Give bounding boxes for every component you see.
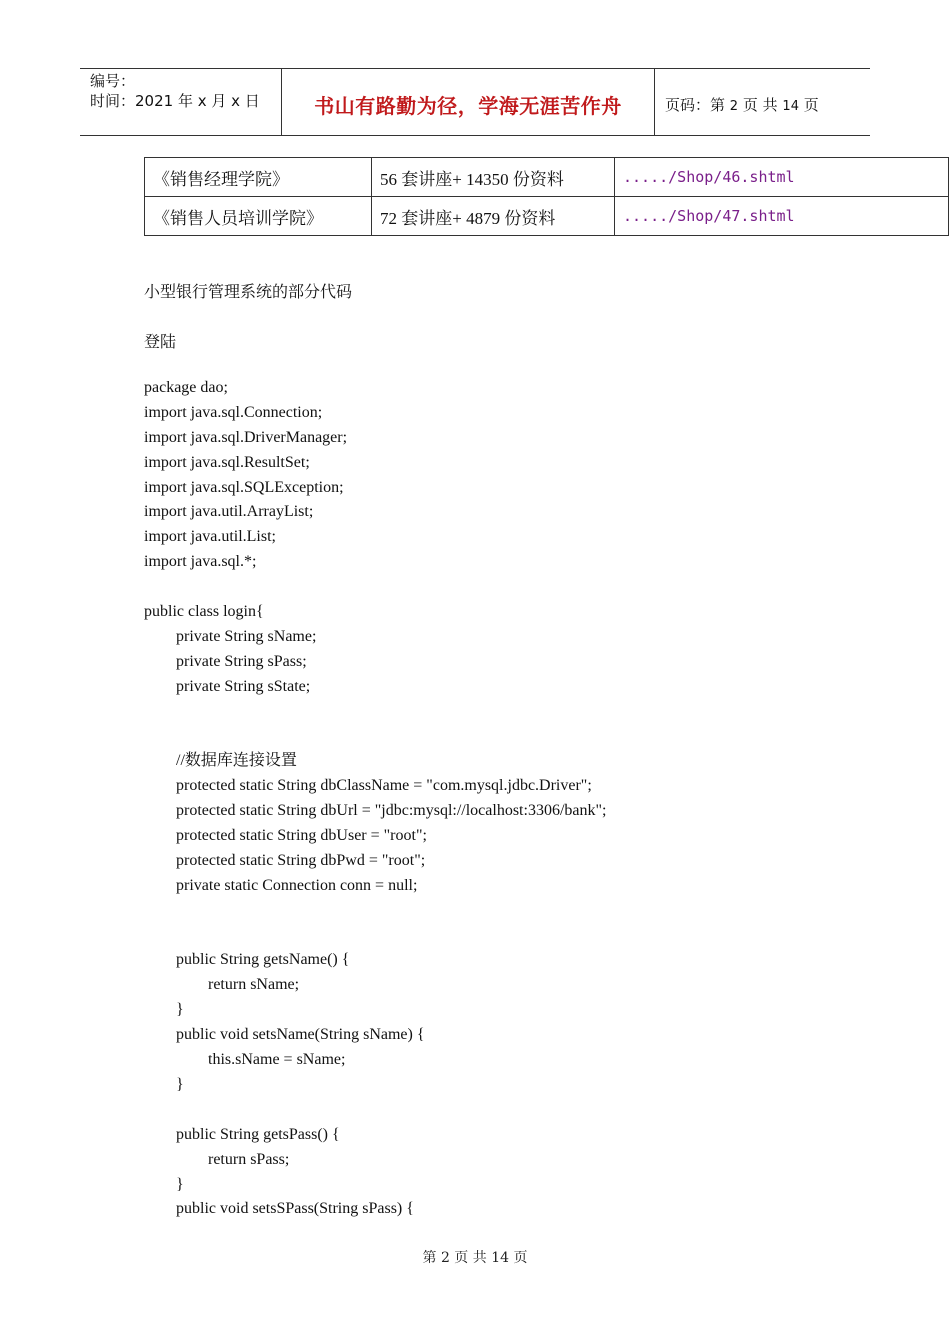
table-row (145, 158, 949, 197)
code-line: private String sName; (144, 627, 317, 645)
code-line (144, 575, 606, 600)
code-line (144, 700, 606, 725)
code-line: this.sName = sName; (144, 1051, 346, 1069)
doc-code-label: 编号： (90, 72, 136, 90)
code-line (144, 924, 606, 949)
code-line: import java.sql.Connection; (144, 403, 323, 421)
page-mid: 页 共 (742, 96, 778, 114)
code-line: import java.sql.SQLException; (144, 478, 344, 496)
code-line: private String sState; (144, 677, 311, 695)
code-line: package dao; (144, 379, 228, 396)
code-line: public class login{ (144, 603, 264, 621)
header-meta (90, 71, 260, 111)
code-line: import java.sql.DriverManager; (144, 428, 348, 446)
code-line: private static Connection conn = null; (144, 876, 418, 894)
resource-title: 《销售人员培训学院》 (145, 197, 372, 236)
code-line (144, 1098, 606, 1123)
section-title: 小型银行管理系统的部分代码 (144, 284, 353, 301)
resource-title: 《销售经理学院》 (145, 158, 372, 197)
page-total: 14 (782, 99, 799, 114)
code-line: } (144, 1001, 184, 1019)
code-line: protected static String dbClassName = "com.mysql.jdbc.Driver"; (144, 777, 592, 795)
code-line: public void setsName(String sName) { (144, 1026, 425, 1044)
code-line: public void setsSPass(String sPass) { (144, 1200, 414, 1218)
code-line (144, 899, 606, 924)
code-line: public String getsName() { (144, 951, 350, 969)
header-top-rule (80, 68, 870, 69)
page-current: 2 (729, 99, 739, 114)
subsection-title: 登陆 (144, 334, 177, 351)
page-footer: 第 2 页 共 14 页 (422, 1250, 528, 1266)
page-suffix: 页 (803, 96, 819, 114)
header-divider-right (654, 69, 655, 136)
page-prefix: 页码：第 (665, 96, 726, 114)
code-line: return sName; (144, 976, 300, 994)
doc-time-label: 时间：2021 年 x 月 x 日 (90, 92, 260, 110)
code-line: } (144, 1075, 184, 1093)
code-line: public String getsPass() { (144, 1125, 340, 1143)
code-line: protected static String dbUrl = "jdbc:mysql://localhost:3306/bank"; (144, 802, 607, 820)
code-line: } (144, 1175, 184, 1193)
resource-link[interactable]: ...../Shop/46.shtml (615, 158, 949, 197)
code-line: import java.sql.ResultSet; (144, 453, 310, 471)
code-line: import java.util.ArrayList; (144, 503, 314, 521)
header-page-number (665, 94, 819, 115)
header-motto: 书山有路勤为径，学海无涯苦作舟 (314, 94, 622, 118)
code-line (144, 724, 606, 749)
code-line: protected static String dbUser = "root"; (144, 827, 427, 845)
code-line: import java.util.List; (144, 528, 276, 546)
code-line: private String sPass; (144, 652, 307, 670)
code-block (144, 376, 606, 1222)
resource-desc: 72 套讲座+ 4879 份资料 (372, 197, 615, 236)
table-row (145, 197, 949, 236)
header-bottom-rule (80, 135, 870, 136)
code-line: protected static String dbPwd = "root"; (144, 851, 426, 869)
resource-table (144, 157, 949, 236)
resource-desc: 56 套讲座+ 14350 份资料 (372, 158, 615, 197)
code-line: return sPass; (144, 1150, 290, 1168)
code-line: //数据库连接设置 (144, 752, 297, 770)
resource-link[interactable]: ...../Shop/47.shtml (615, 197, 949, 236)
code-line: import java.sql.*; (144, 553, 257, 571)
